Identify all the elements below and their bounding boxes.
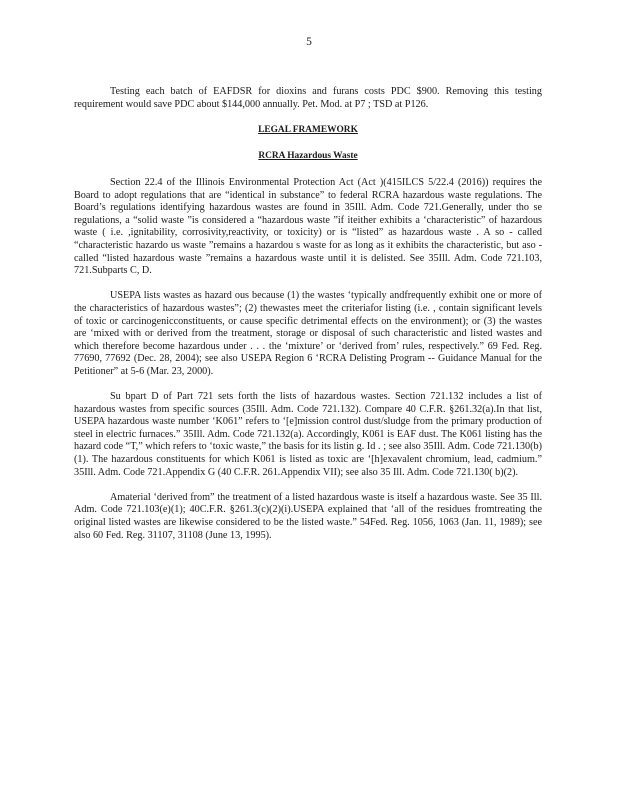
page-number: 5	[306, 36, 312, 48]
paragraph-subpart-d: Su bpart D of Part 721 sets forth the lists of hazardous wastes. Section 721.132 includes a list of hazardous wastes from specific sources (35Ill. Adm. Code 721.132). Compare 40 C.F.R. §261.32(a).In that list, USEPA hazardous waste number ‘K061” refers to ‘[e]mission control dust/sludge from the primary production of steel in electric furnaces.” 35Ill. Adm. Code 721.132(a). Accordingly, K061 is EAF dust. The K061 listing has the hazard code “T,” which refers to ‘toxic waste,” the basis for its listin g. Id . ; see also 35Ill. Adm. Code 721.130(b)(1). The hazardous constituents for which K061 is listed as toxic are ‘[h]exavalent chromium, lead, cadmium.” 35Ill. Adm. Code 721.Appendix G (40 C.F.R. 261.Appendix VII); see also 35 Ill. Adm. Code 721.130( b)(2).	[74, 391, 542, 478]
paragraph-section-22-4: Section 22.4 of the Illinois Environmental Protection Act (Act )(415ILCS 5/22.4 (2016)) requires the Board to adopt regulations that are “identical in substance” to federal RCRA hazardous waste regulations. The Board’s regulations identifying hazardous wastes are found in 35Ill. Adm. Code 721.Generally, under tho se regulations, a “solid waste ”is considered a “hazardous waste ”if iteither exhibits a ‘characteristic” of hazardous waste ( i.e. ,ignitability, corrosivity,reactivity, or toxicity) or is “listed” as hazardous waste . A so - called “characteristic hazardo us waste ”remains a hazardou s waste for as long as it exhibits the characteristic, but aso - called “listed hazardous waste ”remains a hazardous waste until it is delisted. See 35Ill. Adm. Code 721.103, 721.Subparts C, D.	[74, 176, 542, 277]
heading-rcra-hazardous-waste	[74, 150, 542, 163]
document-body	[74, 86, 542, 555]
paragraph-testing-cost: Testing each batch of EAFDSR for dioxins and furans costs PDC $900. Removing this testing requirement would save PDC about $144,000 annually. Pet. Mod. at P7 ; TSD at P126.	[74, 86, 542, 110]
heading-legal-framework-text: LEGAL FRAMEWORK	[258, 124, 358, 135]
heading-legal-framework	[74, 124, 542, 137]
paragraph-usepa-lists: USEPA lists wastes as hazard ous because (1) the wastes ‘typically andfrequently exhibit one or more of the characteristics of hazardous wastes”; (2) thewastes meet the criteriafor listing (i.e. , contain significant levels of toxic or carcinogenicconstituents, or cause specific detrimental effects on the environment); or (3) the wastes are ‘mixed with or derived from the treatment, storage or disposal of such characteristic and listed wastes and which therefore become hazardous under . . . the ‘mixture’ or ‘derived from’ rules, respectively.” 69 Fed. Reg. 77690, 77692 (Dec. 28, 2004); see also USEPA Region 6 ‘RCRA Delisting Program -- Guidance Manual for the Petitioner” at 5-6 (Mar. 23, 2000).	[74, 290, 542, 377]
heading-rcra-text: RCRA Hazardous Waste	[258, 151, 358, 162]
paragraph-derived-from: Amaterial ‘derived from” the treatment of a listed hazardous waste is itself a hazardous waste. See 35 Ill. Adm. Code 721.103(e)(1); 40C.F.R. §261.3(c)(2)(i).USEPA explained that ‘all of the residues fromtreating the original listed wastes are likewise considered to be the listed waste.” 54Fed. Reg. 1056, 1063 (Jan. 11, 1989); see also 60 Fed. Reg. 31107, 31108 (June 13, 1995).	[74, 491, 542, 541]
